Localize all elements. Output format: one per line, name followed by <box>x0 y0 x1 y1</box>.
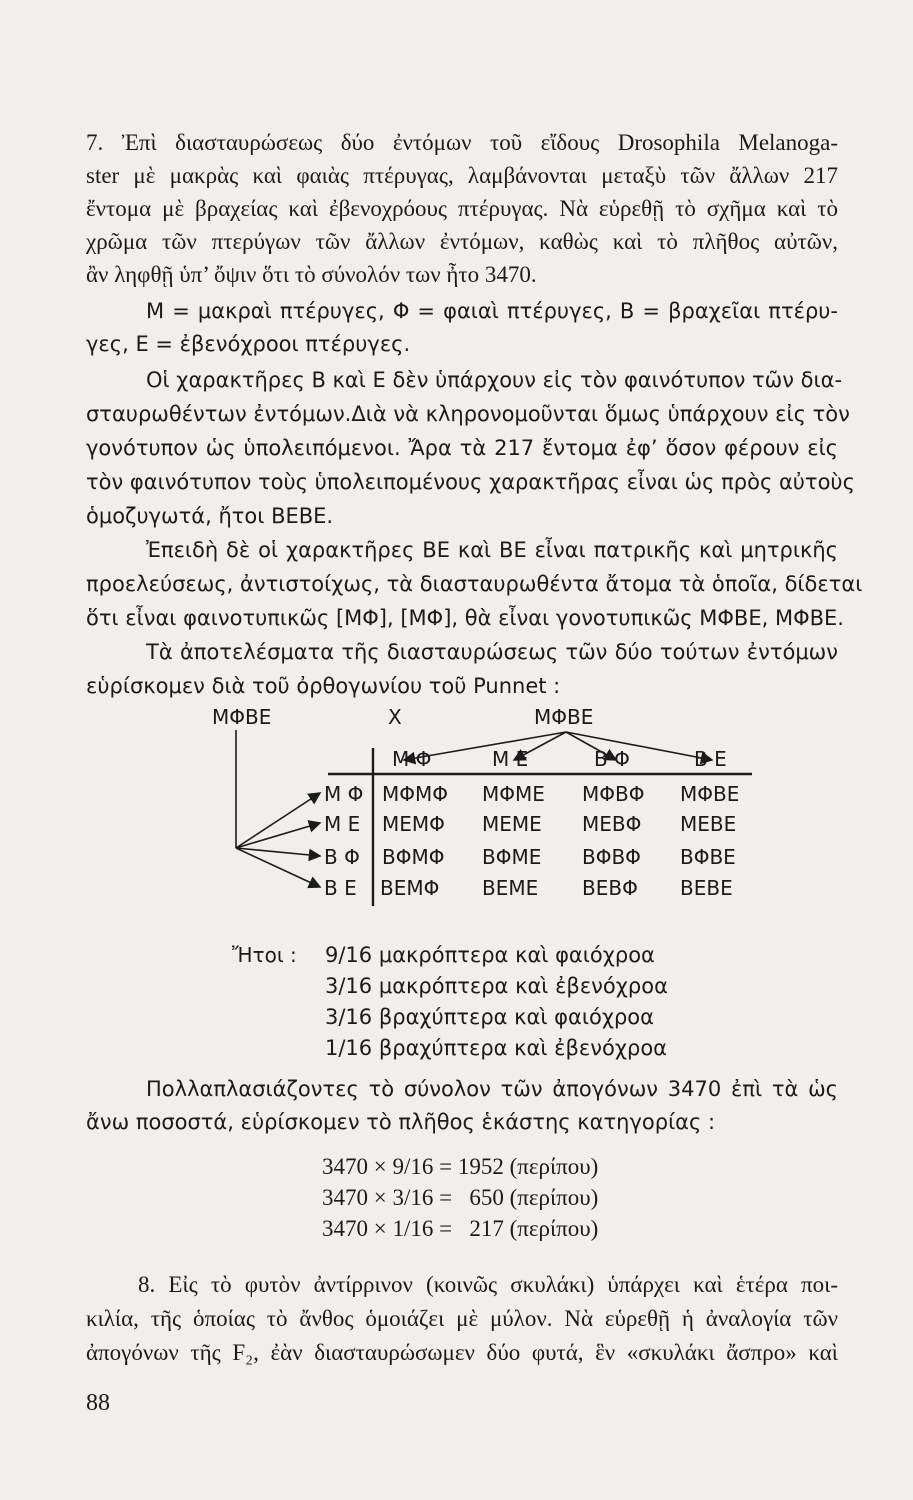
results-label: Ἤτοι : <box>232 943 297 967</box>
text-line: ὅτι εἶναι φαινοτυπικῶς [ΜΦ], [ΜΦ], θὰ εἶναι γονοτυπικῶς ΜΦΒΕ, ΜΦΒΕ. <box>86 606 844 630</box>
calculation-line: 3470 × 9/16 = 1952 (περίπου) <box>322 1154 599 1179</box>
column-header: Μ Φ <box>392 747 432 771</box>
parent-1-genotype: ΜΦΒΕ <box>212 705 272 729</box>
text-line: Ἐπειδὴ δὲ οἱ χαρακτῆρες ΒΕ καὶ ΒΕ εἶναι πατρικῆς καὶ μητρικῆς <box>146 538 838 562</box>
punnett-cell: ΜΕΜΦ <box>382 812 445 836</box>
text-line: γες, Ε = ἐβενόχροοι πτέρυγες. <box>86 332 411 356</box>
text-line: ἔντομα μὲ βραχείας καὶ ἐβενοχρόους πτέρυγας. Νὰ εὑρεθῇ τὸ σχῆμα καὶ τὸ <box>86 196 838 221</box>
punnett-cell: ΒΦΜΕ <box>482 845 542 869</box>
row-header: Β Φ <box>324 845 360 869</box>
calculation-line: 3470 × 1/16 = 217 (περίπου) <box>322 1216 599 1241</box>
text-line: Τὰ ἀποτελέσματα τῆς διασταυρώσεως τῶν δύο τούτων ἐντόμων <box>146 640 838 664</box>
text-line: κιλία, τῆς ὁποίας τὸ ἄνθος ὁμοιάζει μὲ μύλον. Νὰ εὑρεθῇ ἡ ἀναλογία τῶν <box>86 1306 838 1331</box>
gamete-arrows-top <box>404 732 712 760</box>
text-line: 7. Ἐπὶ διασταυρώσεως δύο ἐντόμων τοῦ εἴδους Drosophila Melanoga- <box>86 130 838 155</box>
text-line: προελεύσεως, ἀντιστοίχως, τὰ διασταυρωθέντα ἄτομα τὰ ὁποῖα, δίδεται <box>86 572 863 596</box>
punnett-cell: ΜΦΒΦ <box>582 782 645 806</box>
text-line: Μ = μακραὶ πτέρυγες, Φ = φαιαὶ πτέρυγες, Β = βραχεῖαι πτέρυ- <box>146 299 838 323</box>
punnett-cell: ΒΦΒΦ <box>582 845 641 869</box>
punnett-cell: ΜΕΒΦ <box>582 812 642 836</box>
text-line: ἂν ληφθῇ ὑπ’ ὄψιν ὅτι τὸ σύνολόν των ἦτο 3470. <box>86 262 537 287</box>
punnett-cell: ΒΕΒΦ <box>582 876 638 900</box>
text-line: γονότυπον ὡς ὑπολειπόμενοι. Ἄρα τὰ 217 ἔντομα ἐφ’ ὅσον φέρουν εἰς <box>86 436 838 460</box>
punnett-cell: ΜΦΜΦ <box>382 782 448 806</box>
text-line: χρῶμα τῶν πτερύγων τῶν ἄλλων ἐντόμων, καθὼς καὶ τὸ πλῆθος αὐτῶν, <box>86 229 838 254</box>
row-header: Μ Φ <box>324 782 364 806</box>
punnett-cell: ΒΕΒΕ <box>680 876 733 900</box>
gamete-arrows-left <box>236 793 320 887</box>
cross-symbol: Χ <box>388 705 402 729</box>
text-line: τὸν φαινότυπον τοὺς ὑπολειπομένους χαρακτῆρας εἶναι ὡς πρὸς αὐτοὺς <box>86 470 855 494</box>
text-line: ὁμοζυγωτά, ἤτοι ΒΕΒΕ. <box>86 504 334 528</box>
text-line: 8. Εἰς τὸ φυτὸν ἀντίρρινον (κοινῶς σκυλάκι) ὑπάρχει καὶ ἑτέρα ποι- <box>138 1272 838 1297</box>
text-line: σταυρωθέντων ἐντόμων.Διὰ νὰ κληρονομοῦνται ὅμως ὑπάρχουν εἰς τὸν <box>86 402 850 426</box>
punnett-cell: ΒΕΜΦ <box>380 876 440 900</box>
text-line: Οἱ χαρακτῆρες Β καὶ Ε δὲν ὑπάρχουν εἰς τὸν φαινότυπον τῶν δια- <box>146 368 843 392</box>
column-header: Μ Ε <box>492 747 529 771</box>
punnett-cell: ΜΦΜΕ <box>482 782 545 806</box>
page-number: 88 <box>86 1390 110 1416</box>
result-line: 3/16 μακρόπτερα καὶ ἐβενόχροα <box>325 974 668 998</box>
text-line: ster μὲ μακρὰς καὶ φαιὰς πτέρυγας, λαμβάνονται μεταξὺ τῶν ἄλλων 217 <box>86 163 838 188</box>
text-line: ἀπογόνων τῆς F₂, ἐὰν διασταυρώσωμεν δύο φυτά, ἓν «σκυλάκι ἄσπρο» καὶ <box>86 1340 838 1365</box>
parent-2-genotype: ΜΦΒΕ <box>534 705 594 729</box>
text-line: Πολλαπλασιάζοντες τὸ σύνολον τῶν ἀπογόνων 3470 ἐπὶ τὰ ὡς <box>146 1077 838 1101</box>
punnett-cell: ΜΕΒΕ <box>680 812 737 836</box>
row-header: Μ Ε <box>324 812 361 836</box>
result-line: 3/16 βραχύπτερα καὶ φαιόχροα <box>325 1005 654 1029</box>
punnett-cell: ΜΦΒΕ <box>680 782 740 806</box>
result-line: 9/16 μακρόπτερα καὶ φαιόχροα <box>325 943 655 967</box>
column-header: Β Φ <box>594 747 630 771</box>
text-line: ἄνω ποσοστά, εὑρίσκομεν τὸ πλῆθος ἑκάστης κατηγορίας : <box>86 1110 716 1134</box>
punnett-cell: ΜΕΜΕ <box>482 812 542 836</box>
text-line: εὑρίσκομεν διὰ τοῦ ὀρθογωνίου τοῦ Punnet : <box>86 674 561 698</box>
punnett-cell: ΒΦΒΕ <box>680 845 736 869</box>
punnett-cell: ΒΦΜΦ <box>382 845 445 869</box>
calculation-line: 3470 × 3/16 = 650 (περίπου) <box>322 1185 599 1210</box>
punnett-cell: ΒΕΜΕ <box>482 876 539 900</box>
result-line: 1/16 βραχύπτερα καὶ ἐβενόχροα <box>325 1036 668 1060</box>
row-header: Β Ε <box>324 876 357 900</box>
column-header: Β Ε <box>694 747 727 771</box>
